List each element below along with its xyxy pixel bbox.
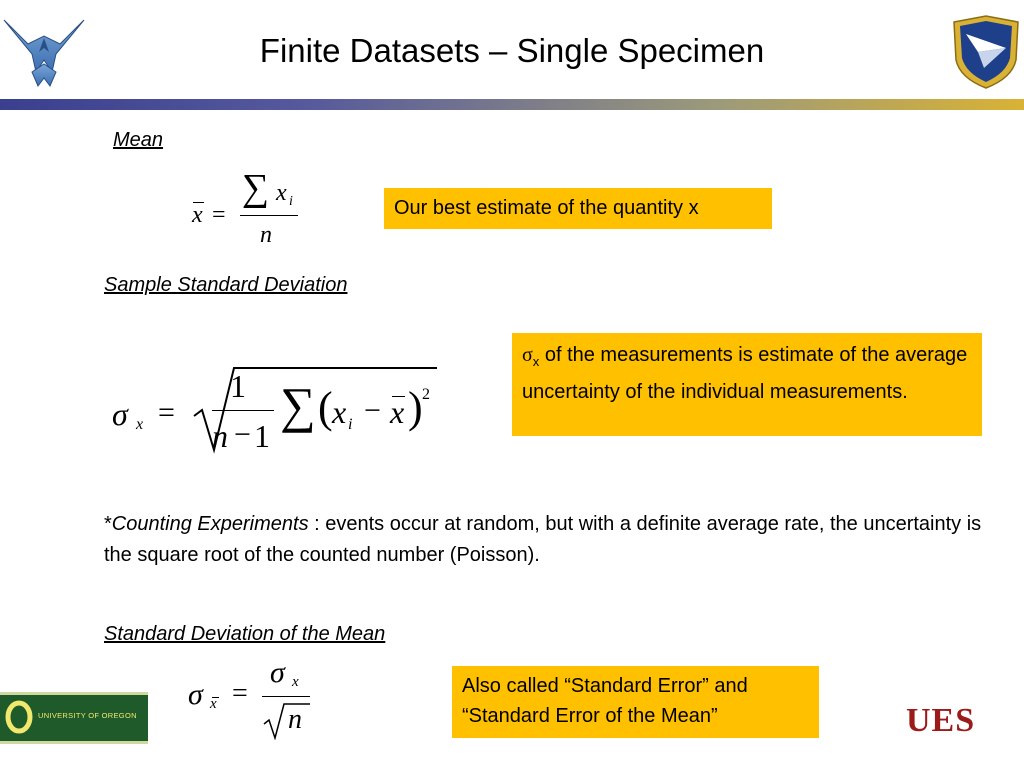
- slide-title: Finite Datasets – Single Specimen: [259, 32, 765, 69]
- mean-label: Mean: [113, 129, 164, 151]
- air-force-wings-logo: [2, 14, 86, 90]
- ssd-one: 1: [230, 368, 246, 404]
- sdm-den: n: [288, 704, 302, 735]
- sample-sd-label: Sample Standard Deviation: [104, 274, 348, 296]
- sd-callout-text: of the measurements is estimate of the average uncertainty of the individual measurements.: [522, 344, 968, 403]
- ssd-minus-b: −: [364, 394, 381, 427]
- mean-callout: Our best estimate of the quantity x: [384, 188, 772, 229]
- sdm-sigma: σ: [188, 678, 203, 711]
- sd-mean-label: Standard Deviation of the Mean: [104, 623, 386, 645]
- mean-fraction-line: [240, 215, 298, 216]
- ssd-sigma: σ: [112, 396, 128, 432]
- counting-emphasis: Counting Experiments: [111, 513, 309, 535]
- ssd-paren-close: ): [408, 383, 423, 432]
- ssd-xbar-line: [392, 396, 405, 397]
- sdm-sub: x: [210, 696, 217, 712]
- sdm-num-sigma: σ: [270, 656, 285, 689]
- mean-lhs: x: [192, 202, 203, 228]
- oregon-text: UNIVERSITY OF OREGON: [38, 711, 137, 720]
- sample-sd-callout: [512, 333, 982, 436]
- counting-prefix: *: [104, 513, 112, 535]
- ssd-power: 2: [422, 386, 430, 403]
- mean-denominator: n: [260, 222, 272, 248]
- ssd-n: n: [212, 418, 228, 454]
- sd-mean-callout: Also called “Standard Error” and “Standard Error of the Mean”: [452, 666, 819, 738]
- ssd-sigma-sub: x: [136, 416, 144, 433]
- mean-formula: [190, 167, 310, 252]
- sd-callout-sigma: σ: [522, 344, 533, 366]
- ssd-equals: =: [158, 396, 175, 429]
- oregon-o-icon: [4, 700, 34, 734]
- ssd-fraction-line: [212, 410, 274, 411]
- mean-subscript: i: [289, 194, 293, 209]
- sdm-radical: [262, 700, 312, 740]
- sdm-sub-bar: [212, 697, 219, 698]
- sdm-fraction-line: [262, 696, 310, 697]
- counting-experiments-note: [104, 509, 1004, 571]
- sample-sd-formula: [112, 362, 442, 462]
- ssd-minus: −: [234, 418, 251, 451]
- ssd-one-b: 1: [254, 418, 270, 454]
- afrl-shield-logo: [948, 14, 1024, 90]
- ssd-paren-open: (: [318, 383, 333, 432]
- mean-xi: x: [276, 180, 287, 206]
- mean-bar: [193, 202, 204, 204]
- ssd-xbar: x: [390, 394, 405, 430]
- sdm-equals: =: [232, 678, 248, 709]
- ssd-x: x: [332, 394, 347, 430]
- title-divider: [0, 99, 1024, 110]
- ssd-i: i: [348, 416, 353, 433]
- ssd-sum: ∑: [280, 377, 316, 433]
- sdm-num-sub: x: [292, 674, 299, 690]
- mean-equals: =: [212, 202, 226, 228]
- sd-mean-formula: [188, 658, 328, 742]
- sd-callout-sub: x: [532, 354, 540, 369]
- ues-logo: UES: [906, 702, 976, 739]
- mean-sum: ∑: [242, 167, 270, 209]
- counting-text: : events occur at random, but with a definite average rate, the uncertainty is the square root of the counted number (Poisson).: [104, 513, 982, 566]
